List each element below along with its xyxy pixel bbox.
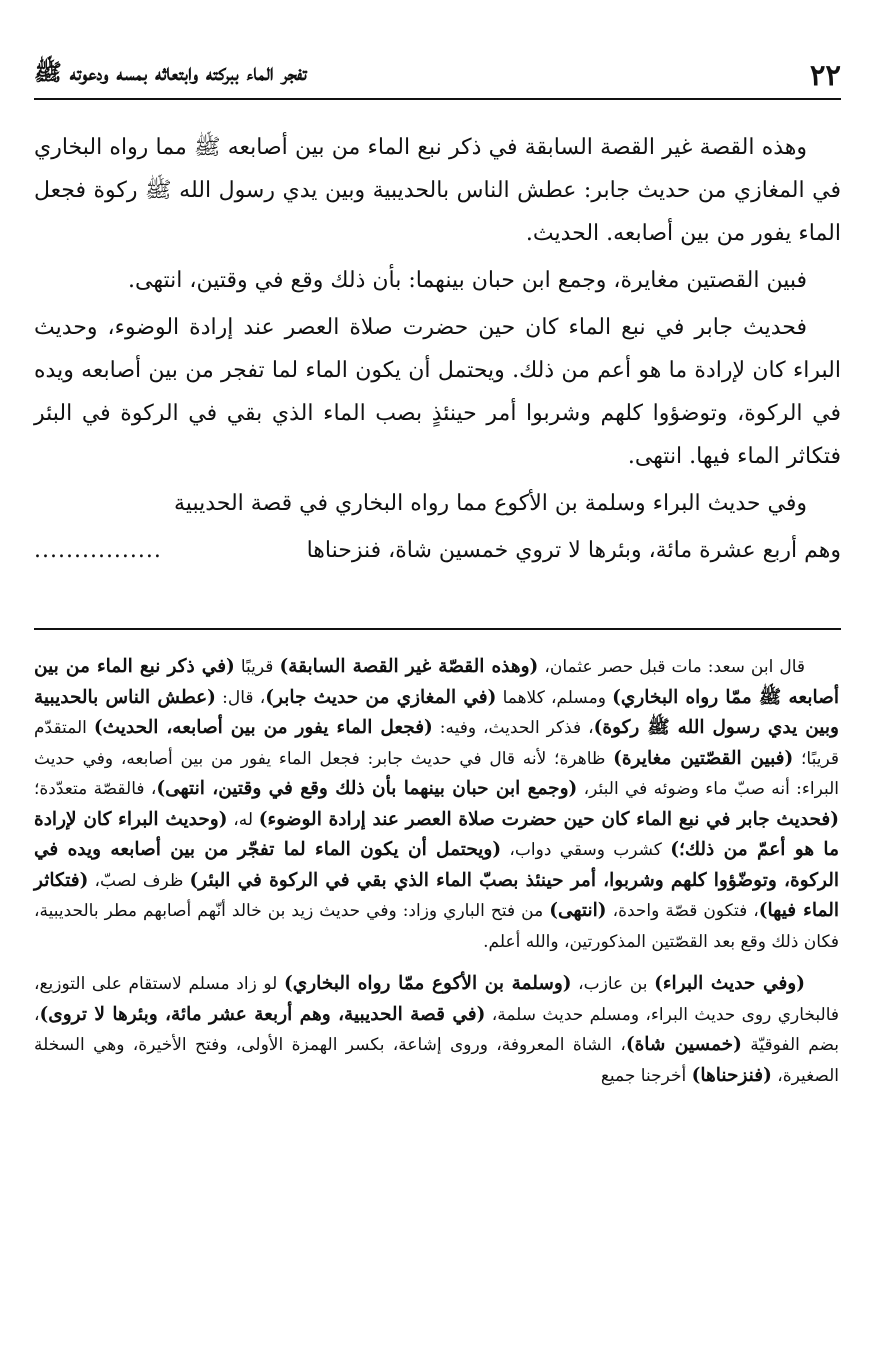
commentary-paragraph bbox=[34, 652, 839, 957]
main-paragraph: وهذه القصة غير القصة السابقة في ذكر نبع الماء من بين أصابعه ﷺ مما رواه البخاري في المغازي من حديث جابر: عطش الناس بالحديبية وبين يدي رسول الله ﷺ ركوة فجعل الماء يفور من بين أصابعه. الحديث. bbox=[34, 135, 841, 246]
commentary-segment: ، فتكون قصّة واحدة، bbox=[606, 901, 759, 921]
quoted-matn-segment: (وجمع ابن حبان بينهما بأن ذلك وقع في وقتين، انتهى) bbox=[156, 778, 578, 799]
quoted-matn-segment: (في المغازي من حديث جابر) bbox=[265, 686, 497, 708]
main-paragraph-continued bbox=[34, 529, 841, 572]
quoted-matn-segment: (ويحتمل أن يكون الماء لما تفجّر من بين أصابعه ويده في الركوة، وتوضّؤوا كلهم وشربوا، أمر حينئذ بصبّ الماء الذي بقي في الركوة في البئر) bbox=[34, 839, 839, 891]
quoted-matn-segment: (فنزحناها) bbox=[691, 1064, 772, 1086]
quoted-matn-segment: (انتهى) bbox=[549, 900, 607, 921]
commentary-segment: المتقدّم قريبًا؛ bbox=[34, 718, 839, 769]
commentary-segment: ، قال: bbox=[215, 687, 266, 708]
commentary-segment: قال ابن سعد: مات قبل حصر عثمان، bbox=[538, 657, 806, 677]
quoted-matn-segment: (فحديث جابر في نبع الماء كان حين حضرت صلاة العصر عند إرادة الوضوء) bbox=[258, 808, 839, 830]
quoted-matn-segment: (عطش الناس بالحديبية وبين يدي رسول الله ﷺ ركوة) bbox=[34, 686, 839, 738]
commentary-segment: ومسلم، كلاهما bbox=[496, 687, 613, 708]
quoted-matn-segment: (وحديث البراء كان لإرادة ما هو أعمّ من ذلك؛) bbox=[34, 808, 839, 860]
commentary-segment: ظاهرة؛ لأنه قال في حديث جابر: فجعل الماء يفور من بين أصابعه، وفي حديث البراء: أنه صبّ ماء وضوئه في البئر، bbox=[34, 748, 839, 799]
page-header bbox=[34, 52, 841, 100]
commentary-segment: من فتح الباري وزاد: وفي حديث زيد بن خالد أنّهم أصابهم مطر بالحديبية، فكان ذلك وقع بعد القصّتين المذكورتين، والله أعلم. bbox=[34, 901, 839, 952]
commentary-segment: ظرف لصبّ، bbox=[88, 870, 190, 891]
commentary-segment: أخرجنا جميع bbox=[600, 1065, 692, 1086]
footnote-divider bbox=[34, 628, 841, 630]
quoted-matn-segment: (خمسين شاة) bbox=[625, 1034, 742, 1055]
commentary-paragraph bbox=[34, 969, 839, 1091]
quoted-matn-segment: (فتكاثر الماء فيها) bbox=[34, 869, 839, 921]
commentary-text bbox=[34, 652, 839, 1091]
commentary-segment: لو زاد مسلم لاستقام على التوزيع، فالبخاري روى حديث البراء، ومسلم حديث سلمة، bbox=[34, 974, 840, 1025]
quoted-matn-segment: (في ذكر نبع الماء من بين أصابعه ﷺ ممّا رواه البخاري) bbox=[34, 656, 839, 708]
continuation-dots: ................ bbox=[34, 538, 162, 563]
main-paragraph: فحديث جابر في نبع الماء كان حين حضرت صلاة العصر عند إرادة الوضوء، وحديث البراء كان لإرادة ما هو أعم من ذلك. ويحتمل أن يكون الماء لما تفجر من بين أصابعه ويده في الركوة، وتوضؤوا كلهم وشربوا أمر حينئذٍ بصب الماء الذي بقي في الركوة في البئر فتكاثر الماء فيها. انتهى. bbox=[34, 315, 841, 469]
quoted-matn-segment: (في قصة الحديبية، وهم أربعة عشر مائة، وبئرها لا تروى) bbox=[39, 1003, 486, 1025]
main-text bbox=[34, 126, 841, 572]
commentary-segment: ، فالقصّة متعدّدة؛ bbox=[34, 779, 157, 799]
main-paragraph: وفي حديث البراء وسلمة بن الأكوع مما رواه البخاري في قصة الحديبية bbox=[174, 491, 807, 516]
page-number: ٢٢ bbox=[809, 58, 841, 92]
quoted-matn-segment: (وسلمة بن الأكوع ممّا رواه البخاري) bbox=[283, 973, 572, 994]
quoted-matn-segment: (وفي حديث البراء) bbox=[654, 973, 805, 994]
quoted-matn-segment: (وهذه القصّة غير القصة السابقة) bbox=[279, 656, 539, 677]
commentary-segment: ، بضم الفوقيّة bbox=[34, 1004, 839, 1055]
commentary-segment: ، الشاة المعروفة، وروى إشاعة، بكسر الهمزة الأولى، وفتح الأخيرة، وهي السخلة الصغيرة، bbox=[34, 1035, 839, 1086]
main-paragraph: فبين القصتين مغايرة، وجمع ابن حبان بينهما: بأن ذلك وقع في وقتين، انتهى. bbox=[128, 268, 807, 293]
quoted-matn-segment: (فجعل الماء يفور من بين أصابعه، الحديث) bbox=[93, 717, 433, 738]
commentary-segment: قريبًا bbox=[234, 657, 280, 677]
commentary-segment: بن عازب، bbox=[571, 974, 655, 994]
running-title: تفجر الماء ببركته وابتعاثه بمسه ودعوته ﷺ bbox=[34, 59, 307, 86]
commentary-segment: كشرب وسقي دواب، bbox=[501, 840, 671, 860]
commentary-segment: له، bbox=[227, 809, 259, 830]
main-line-text: وهم أربع عشرة مائة، وبئرها لا تروي خمسين شاة، فنزحناها bbox=[306, 538, 841, 563]
commentary-segment: ، فذكر الحديث، وفيه: bbox=[432, 718, 594, 738]
quoted-matn-segment: (فبين القصّتين مغايرة) bbox=[613, 747, 794, 769]
